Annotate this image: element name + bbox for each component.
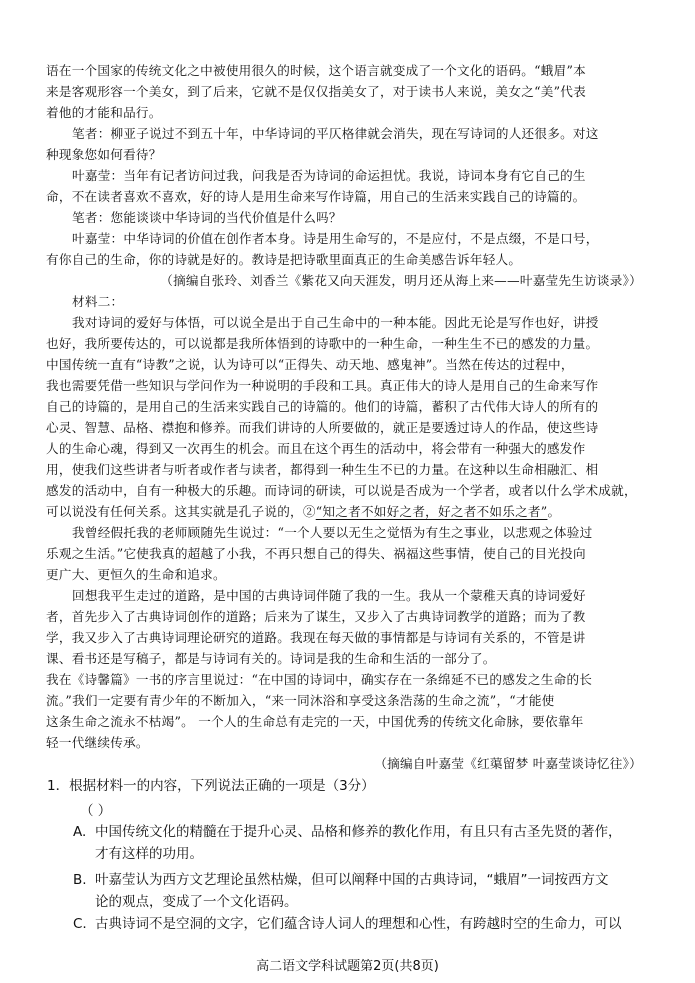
text-line: 中国传统一直有“诗教”之说，认为诗可以“正得失、动天地、感鬼神”。当然在传达的过程中， <box>46 357 574 372</box>
option-b[interactable] <box>73 869 663 891</box>
text-line: 流。”我们一定要有青少年的不断加入，“来一同沐浴和享受这条浩荡的生命之流”，“才能使 <box>46 693 555 708</box>
answer-blank[interactable]: （ ） <box>80 803 112 819</box>
option-a[interactable] <box>73 821 663 843</box>
text-line: 这条生命之流永不枯竭”。 一个人的生命总有走完的一天，中国优秀的传统文化命脉，要依靠年 <box>46 714 584 729</box>
text-line: 种现象您如何看待？ <box>46 147 162 162</box>
text-line: 我对诗词的爱好与体悟，可以说全是出于自己生命中的一种本能。因此无论是写作也好，讲授 <box>72 315 599 330</box>
text-line: 心灵、智慧、品格、襟抱和修养。而我们讲诗的人所要做的，就正是要透过诗人的作品，使这些诗 <box>46 420 599 435</box>
text-fragment: 可以说没有任何关系。这其实就是孔子说的，② <box>46 504 316 519</box>
question-stem: 1．根据材料一的内容，下列说法正确的一项是（3分） <box>47 778 375 794</box>
text-line: 人的生命心魂，得到又一次再生的机会。而且在这个再生的活动中，将会带有一种强大的感发作 <box>46 441 586 456</box>
text-line: 感发的活动中，自有一种极大的乐趣。而诗词的研读，可以说是否成为一个学者，或者以什么学术成就， <box>46 483 637 498</box>
option-letter: A. <box>73 824 87 840</box>
text-line: 笔者：柳亚子说过不到五十年，中华诗词的平仄格律就会消失，现在写诗词的人还很多。对这 <box>72 126 599 141</box>
text-line: 更广大、更恒久的生命和追求。 <box>46 567 226 582</box>
text-line: 轻一代继续传承。 <box>46 735 149 750</box>
text-line: 笔者：您能谈谈中华诗词的当代价值是什么吗？ <box>72 210 342 225</box>
text-line: 乐观之生活。”它使我真的超越了小我，不再只想自己的得失、祸福这些事情，使自己的目光投向 <box>46 546 586 561</box>
text-line: 自己的诗篇的，是用自己的生活来实践自己的诗篇的。他们的诗篇，蓄积了古代伟大诗人的所有的 <box>46 399 599 414</box>
text-fragment: 。 <box>547 504 561 519</box>
text-line: 命，不在读者喜欢不喜欢，好的诗人是用生命来写作诗篇，用自己的生活来实践自己的诗篇的。 <box>46 189 586 204</box>
source-citation: （摘编自叶嘉莹《红蕖留梦 叶嘉莹谈诗忆往》） <box>374 756 642 771</box>
text-line: 回想我平生走过的道路，是中国的古典诗词伴随了我的一生。我从一个蒙稚天真的诗词爱好 <box>72 588 586 603</box>
option-text: 叶嘉莹认为西方文艺理论虽然枯燥，但可以阐释中国的古典诗词，“蛾眉”一词按西方文 <box>95 872 609 888</box>
text-line: 我曾经假托我的老师顾随先生说过：“一个人要以无生之觉悟为有生之事业，以悲观之体验过 <box>72 525 593 540</box>
option-text: 才有这样的功用。 <box>95 846 203 862</box>
option-text: 论的观点，变成了一个文化语码。 <box>95 894 298 910</box>
text-line: 课、看书还是写稿子，都是与诗词有关的。诗词是我的生命和生活的一部分了。 <box>46 651 496 666</box>
underlined-quote: “知之者不如好之者，好之者不如乐之者” <box>315 504 548 519</box>
option-letter: B. <box>73 872 87 888</box>
text-line: 有你自己的生命，你的诗就是好的。教诗是把诗歌里面真正的生命美感告诉年轻人。 <box>46 252 522 267</box>
text-line: 学，我又步入了古典诗词理论研究的道路。我现在每天做的事情都是与诗词有关系的，不管是讲 <box>46 630 586 645</box>
page-footer: 高二语文学科试题第2页(共8页) <box>256 959 439 974</box>
text-line: 我也需要凭借一些知识与学问作为一种说明的手段和工具。真正伟大的诗人是用自己的生命来写作 <box>46 378 599 393</box>
text-line: 者，首先步入了古典诗词创作的道路；后来为了谋生，又步入了古典诗词教学的道路；而为了教 <box>46 609 586 624</box>
option-text: 古典诗词不是空洞的文字，它们蕴含诗人词人的理想和心性，有跨越时空的生命力，可以 <box>95 916 622 932</box>
text-line: 也好，我所要传达的，可以说都是我所体悟到的诗歌中的一种生命，一种生生不已的感发的力量。 <box>46 336 599 351</box>
source-citation: （摘编自张玲、刘香兰《紫花又向天涯发，明月还从海上来——叶嘉莹先生访谈录》） <box>160 273 642 288</box>
text-line: 着他的才能和品行。 <box>46 105 162 120</box>
option-text: 中国传统文化的精髓在于提升心灵、品格和修养的教化作用，有且只有古圣先贤的著作， <box>95 824 622 840</box>
option-c[interactable] <box>73 913 663 935</box>
text-line: 来是客观形容一个美女，到了后来，它就不是仅仅指美女了，对于读书人来说，美女之“美”代表 <box>46 84 586 99</box>
text-line: 用，使我们这些讲者与听者或作者与读者，都得到一种生生不已的力量。在这种以生命相融汇、相 <box>46 462 599 477</box>
section-heading: 材料二： <box>72 294 124 309</box>
text-line: 我在《诗馨篇》一书的序言里说过：“在中国的诗词中，确实存在一条绵延不已的感发之生命的长 <box>46 672 593 687</box>
option-letter: C. <box>73 916 87 932</box>
text-line: 叶嘉莹：中华诗词的价值在创作者本身。诗是用生命写的，不是应付，不是点缀，不是口号， <box>72 231 599 246</box>
text-line: 叶嘉莹：当年有记者访问过我，问我是否为诗词的命运担忧。我说，诗词本身有它自己的生 <box>72 168 586 183</box>
text-line <box>46 504 656 520</box>
text-line: 语在一个国家的传统文化之中被使用很久的时候，这个语言就变成了一个文化的语码。“蛾眉”本 <box>46 63 586 78</box>
